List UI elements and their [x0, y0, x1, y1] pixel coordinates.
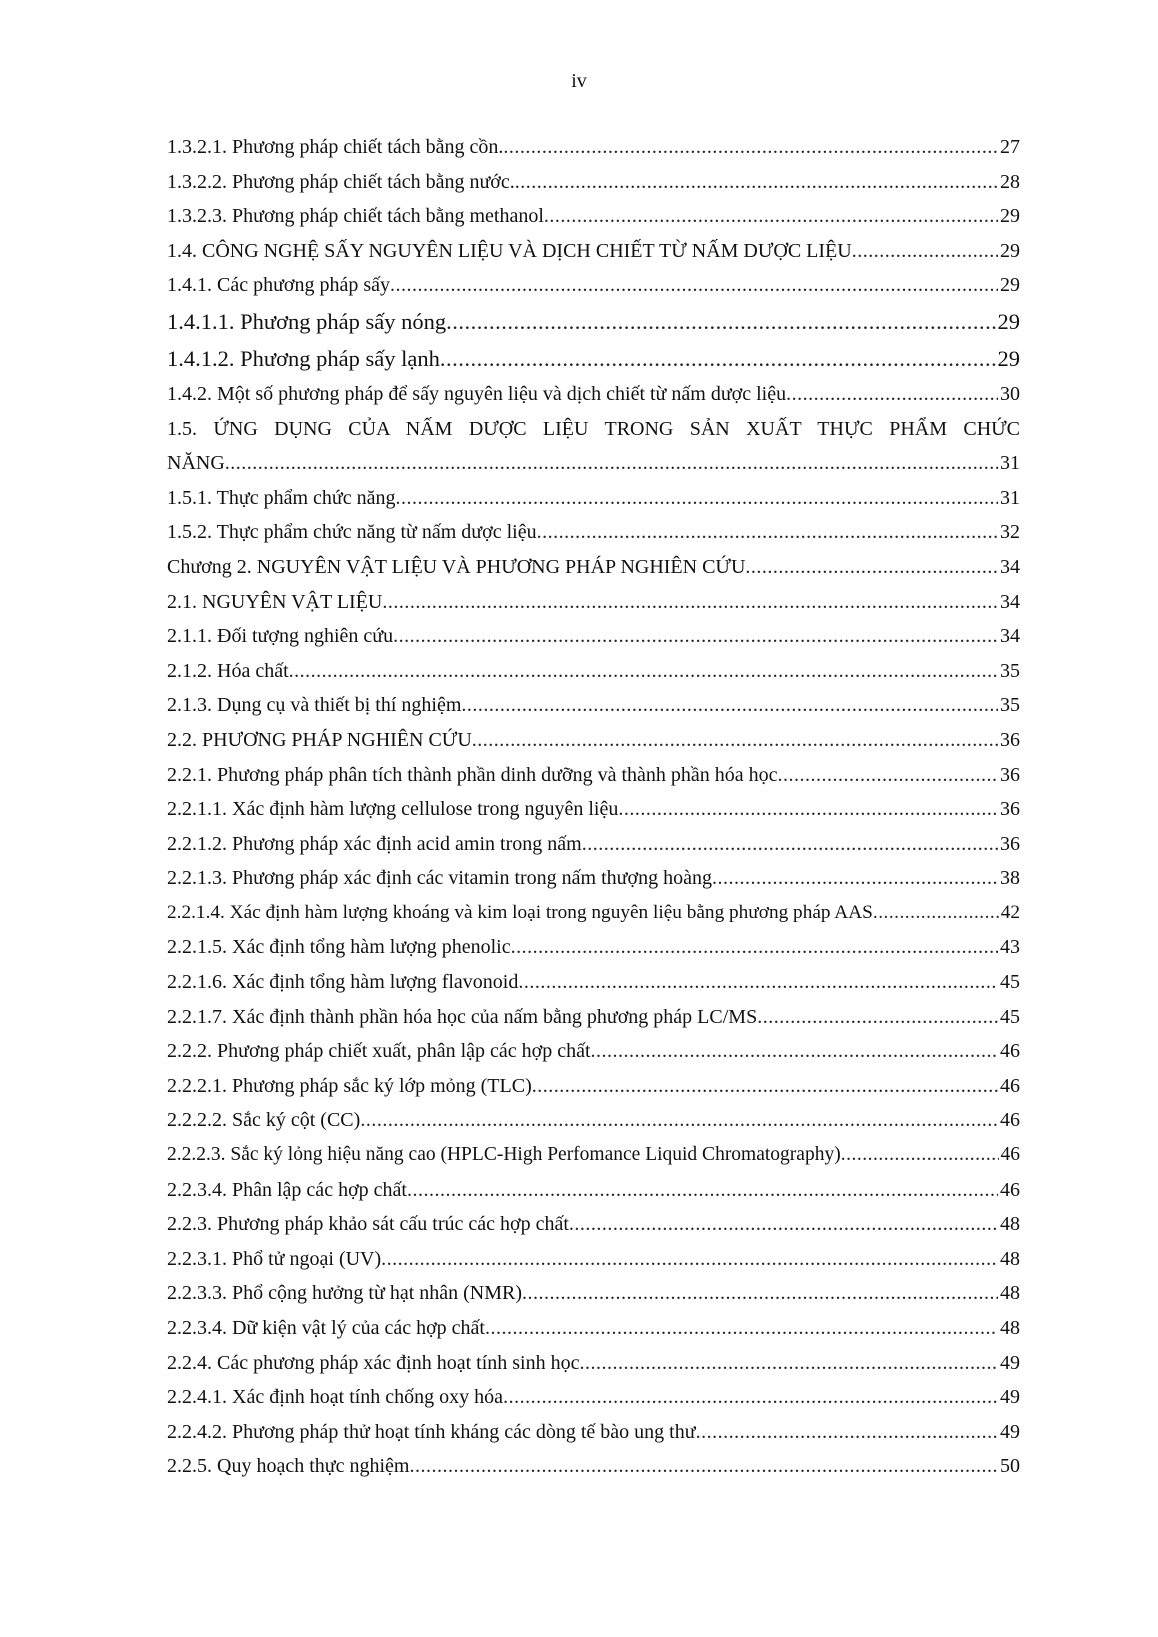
toc-entry-page: 31 — [1000, 486, 1020, 509]
toc-entry[interactable] — [167, 936, 1020, 971]
toc-entry-page: 50 — [1000, 1455, 1020, 1478]
toc-entry[interactable] — [167, 1248, 1020, 1283]
toc-entry-title: Chương 2. NGUYÊN VẬT LIỆU VÀ PHƯƠNG PHÁP NGHIÊN CỨU — [167, 555, 746, 578]
toc-leader-dots — [440, 346, 996, 372]
toc-entry-title: 2.2. PHƯƠNG PHÁP NGHIÊN CỨU — [167, 728, 472, 751]
toc-leader-dots — [841, 1144, 999, 1166]
toc-entry-page: 29 — [997, 308, 1020, 334]
toc-entry-page: 36 — [1000, 763, 1020, 786]
toc-entry[interactable] — [167, 833, 1020, 868]
toc-leader-dots — [515, 171, 998, 194]
toc-entry-page: 43 — [1000, 936, 1020, 959]
toc-entry[interactable] — [167, 309, 1020, 346]
toc-leader-dots — [511, 936, 998, 959]
toc-entry-title: 2.2.1.5. Xác định tổng hàm lượng phenolic — [167, 936, 511, 959]
toc-entry-title: 2.2.3.1. Phổ tử ngoại (UV) — [167, 1247, 382, 1270]
toc-leader-dots — [407, 1179, 998, 1202]
toc-entry[interactable] — [167, 902, 1020, 937]
toc-leader-dots — [360, 1109, 998, 1132]
toc-entry-title: 2.1. NGUYÊN VẬT LIỆU — [167, 590, 383, 613]
toc-entry-page: 36 — [1000, 798, 1020, 821]
toc-entry[interactable] — [167, 625, 1020, 660]
toc-leader-dots — [532, 1075, 998, 1098]
toc-entry-title: 2.2.1. Phương pháp phân tích thành phần dinh dưỡng và thành phần hóa học — [167, 763, 778, 786]
toc-entry[interactable] — [167, 556, 1020, 591]
toc-leader-dots — [544, 205, 998, 228]
toc-entry-page: 31 — [1000, 452, 1020, 475]
toc-entry[interactable] — [167, 1075, 1020, 1110]
toc-entry[interactable] — [167, 136, 1020, 171]
toc-leader-dots — [618, 798, 998, 821]
toc-entry-page: 49 — [1000, 1351, 1020, 1374]
toc-entry-page: 29 — [1000, 274, 1020, 297]
toc-leader-dots — [852, 240, 998, 263]
toc-entry[interactable] — [167, 521, 1020, 556]
toc-entry-title: 2.2.1.6. Xác định tổng hàm lượng flavonoid — [167, 971, 519, 994]
toc-leader-dots — [485, 1317, 998, 1340]
toc-leader-dots — [382, 591, 998, 614]
toc-entry[interactable] — [167, 1144, 1020, 1179]
toc-entry[interactable] — [167, 1213, 1020, 1248]
toc-entry[interactable] — [167, 171, 1020, 206]
toc-entry-title: 2.2.1.2. Phương pháp xác định acid amin trong nấm — [167, 832, 582, 855]
toc-entry-title: 2.1.3. Dụng cụ và thiết bị thí nghiệm — [167, 694, 462, 717]
toc-entry-title: 1.5. ỨNG DỤNG CỦA NẤM DƯỢC LIỆU TRONG SẢN XUẤT THỰC PHẨM CHỨC — [167, 417, 1020, 440]
toc-entry-page: 35 — [1000, 694, 1020, 717]
toc-entry[interactable] — [167, 1040, 1020, 1075]
toc-entry-title: 2.2.3.4. Phân lập các hợp chất — [167, 1178, 407, 1201]
toc-entry[interactable] — [167, 452, 1020, 487]
toc-leader-dots — [518, 971, 998, 994]
toc-entry-page: 48 — [1000, 1317, 1020, 1339]
toc-entry-title: 1.5.2. Thực phẩm chức năng từ nấm dược liệu — [167, 521, 537, 544]
page-number: iv — [571, 70, 587, 92]
toc-entry-title: 2.2.1.7. Xác định thành phần hóa học của nấm bằng phương pháp LC/MS — [167, 1005, 758, 1028]
toc-entry[interactable] — [167, 867, 1020, 902]
toc-leader-dots — [712, 867, 998, 890]
toc-entry-title: 2.2.4.2. Phương pháp thử hoạt tính kháng các dòng tế bào ung thư — [167, 1420, 696, 1443]
toc-entry[interactable] — [167, 1179, 1020, 1214]
toc-entry-title: 2.2.4.1. Xác định hoạt tính chống oxy hóa — [167, 1386, 504, 1409]
toc-entry[interactable] — [167, 1352, 1020, 1387]
toc-entry[interactable] — [167, 346, 1020, 383]
toc-leader-dots — [393, 625, 998, 648]
toc-leader-dots — [522, 1282, 998, 1305]
toc-leader-dots — [569, 1213, 998, 1236]
toc-leader-dots — [745, 556, 998, 579]
toc-leader-dots — [786, 383, 998, 406]
toc-entry[interactable] — [167, 764, 1020, 799]
toc-entry[interactable] — [167, 1386, 1020, 1421]
toc-entry[interactable] — [167, 240, 1020, 275]
toc-leader-dots — [225, 452, 998, 475]
toc-entry[interactable] — [167, 1006, 1020, 1041]
toc-entry[interactable] — [167, 729, 1020, 764]
toc-entry-page: 46 — [1000, 1178, 1020, 1201]
toc-entry-page: 49 — [1000, 1420, 1020, 1443]
toc-leader-dots — [381, 1248, 998, 1271]
toc-entry-title: 2.2.2.2. Sắc ký cột (CC) — [167, 1109, 361, 1132]
toc-entry[interactable] — [167, 660, 1020, 695]
toc-entry-title: 2.2.3.3. Phổ cộng hưởng từ hạt nhân (NMR) — [167, 1282, 523, 1305]
toc-entry-title: 2.2.5. Quy hoạch thực nghiệm — [167, 1455, 410, 1478]
toc-leader-dots — [395, 487, 998, 510]
toc-entry-title: 2.1.2. Hóa chất — [167, 659, 289, 682]
toc-leader-dots — [390, 274, 998, 297]
toc-entry-title: 1.3.2.2. Phương pháp chiết tách bằng nước. — [167, 170, 515, 193]
toc-leader-dots — [582, 833, 998, 856]
toc-leader-dots — [472, 729, 998, 752]
toc-entry-page: 29 — [1000, 239, 1020, 262]
toc-entry[interactable] — [167, 1109, 1020, 1144]
toc-leader-dots — [696, 1421, 998, 1444]
toc-entry-title: 2.2.2.1. Phương pháp sắc ký lớp mỏng (TLC) — [167, 1074, 532, 1097]
toc-leader-dots — [579, 1352, 998, 1375]
toc-entry-page: 42 — [1000, 901, 1020, 923]
toc-entry-title: 1.4.1.2. Phương pháp sấy lạnh — [167, 345, 440, 371]
toc-entry-page: 45 — [1000, 1005, 1020, 1028]
toc-entry-title: 2.2.1.3. Phương pháp xác định các vitamin trong nấm thượng hoàng — [167, 867, 712, 890]
toc-entry[interactable] — [167, 418, 1020, 453]
toc-entry-title: 2.2.3.4. Dữ kiện vật lý của các hợp chất — [167, 1317, 485, 1339]
toc-leader-dots — [289, 660, 998, 683]
toc-entry-page: 48 — [1000, 1213, 1020, 1236]
toc-entry-title: 1.4.2. Một số phương pháp để sấy nguyên liệu và dịch chiết từ nấm dược liệu — [167, 382, 787, 405]
toc-entry-page: 46 — [1000, 1144, 1020, 1166]
toc-entry-page: 36 — [1000, 728, 1020, 751]
toc-entry-page: 38 — [1000, 867, 1020, 890]
toc-entry-page: 35 — [1000, 659, 1020, 682]
toc-entry[interactable] — [167, 1317, 1020, 1352]
toc-entry[interactable] — [167, 205, 1020, 240]
toc-leader-dots — [757, 1006, 998, 1029]
toc-entry[interactable] — [167, 1455, 1020, 1490]
toc-entry-title: 2.2.1.1. Xác định hàm lượng cellulose trong nguyên liệu — [167, 798, 619, 821]
toc-entry-page: 29 — [1000, 205, 1020, 228]
toc-entry-page: 36 — [1000, 832, 1020, 855]
toc-entry-title: 1.4.1. Các phương pháp sấy — [167, 274, 391, 297]
toc-entry[interactable] — [167, 798, 1020, 833]
toc-entry-page: 34 — [1000, 555, 1020, 578]
toc-entry-page: 48 — [1000, 1282, 1020, 1305]
toc-entry[interactable] — [167, 591, 1020, 626]
toc-entry[interactable] — [167, 274, 1020, 309]
toc-entry-page: 28 — [1000, 170, 1020, 193]
toc-entry-title: 1.4. CÔNG NGHỆ SẤY NGUYÊN LIỆU VÀ DỊCH CHIẾT TỪ NẤM DƯỢC LIỆU — [167, 239, 852, 262]
toc-entry-page: 27 — [1000, 136, 1020, 158]
toc-entry[interactable] — [167, 1282, 1020, 1317]
toc-entry-title: 2.2.1.4. Xác định hàm lượng khoáng và kim loại trong nguyên liệu bằng phương pháp AAS — [167, 901, 873, 923]
toc-entry-page: 48 — [1000, 1247, 1020, 1270]
toc-leader-dots — [503, 1386, 998, 1409]
toc-entry-title: 1.5.1. Thực phẩm chức năng — [167, 486, 396, 509]
toc-entry[interactable] — [167, 1421, 1020, 1456]
toc-entry-title: 2.2.2. Phương pháp chiết xuất, phân lập các hợp chất — [167, 1040, 591, 1063]
toc-entry-page: 46 — [1000, 1040, 1020, 1063]
toc-entry[interactable] — [167, 383, 1020, 418]
toc-entry-page: 34 — [1000, 590, 1020, 613]
toc-entry-page: 49 — [1000, 1386, 1020, 1409]
toc-entry-page: 46 — [1000, 1074, 1020, 1097]
toc-entry-title: 2.2.3. Phương pháp khảo sát cấu trúc các hợp chất — [167, 1213, 569, 1236]
toc-entry[interactable] — [167, 971, 1020, 1006]
toc-entry-title: 1.4.1.1. Phương pháp sấy nóng — [167, 308, 447, 334]
toc-entry-title: 2.1.1. Đối tượng nghiên cứu — [167, 625, 394, 648]
toc-leader-dots — [778, 764, 998, 787]
toc-leader-dots — [537, 521, 998, 544]
toc-entry-page: 32 — [1000, 521, 1020, 544]
toc-entry-page: 34 — [1000, 625, 1020, 648]
toc-leader-dots — [409, 1455, 998, 1478]
toc-entry[interactable] — [167, 694, 1020, 729]
toc-leader-dots — [591, 1040, 998, 1063]
toc-entry-page: 29 — [997, 345, 1020, 371]
toc-leader-dots — [461, 694, 998, 717]
toc-leader-dots — [446, 309, 995, 335]
toc-entry-title: 1.3.2.3. Phương pháp chiết tách bằng methanol — [167, 205, 544, 228]
toc-entry[interactable] — [167, 487, 1020, 522]
toc-entry-title: 2.2.4. Các phương pháp xác định hoạt tính sinh học — [167, 1351, 580, 1374]
toc-leader-dots — [503, 136, 998, 159]
toc-entry-title: 1.3.2.1. Phương pháp chiết tách bằng cồn. — [167, 136, 504, 158]
toc-entry-title: 2.2.2.3. Sắc ký lỏng hiệu năng cao (HPLC-High Perfomance Liquid Chromatography) — [167, 1144, 841, 1166]
toc-entry-page: 30 — [1000, 382, 1020, 405]
toc-entry-page: 45 — [1000, 971, 1020, 994]
toc-entry-page: 46 — [1000, 1109, 1020, 1132]
table-of-contents — [167, 136, 1020, 1490]
toc-entry-title: NĂNG — [167, 452, 225, 475]
toc-leader-dots — [873, 902, 999, 924]
